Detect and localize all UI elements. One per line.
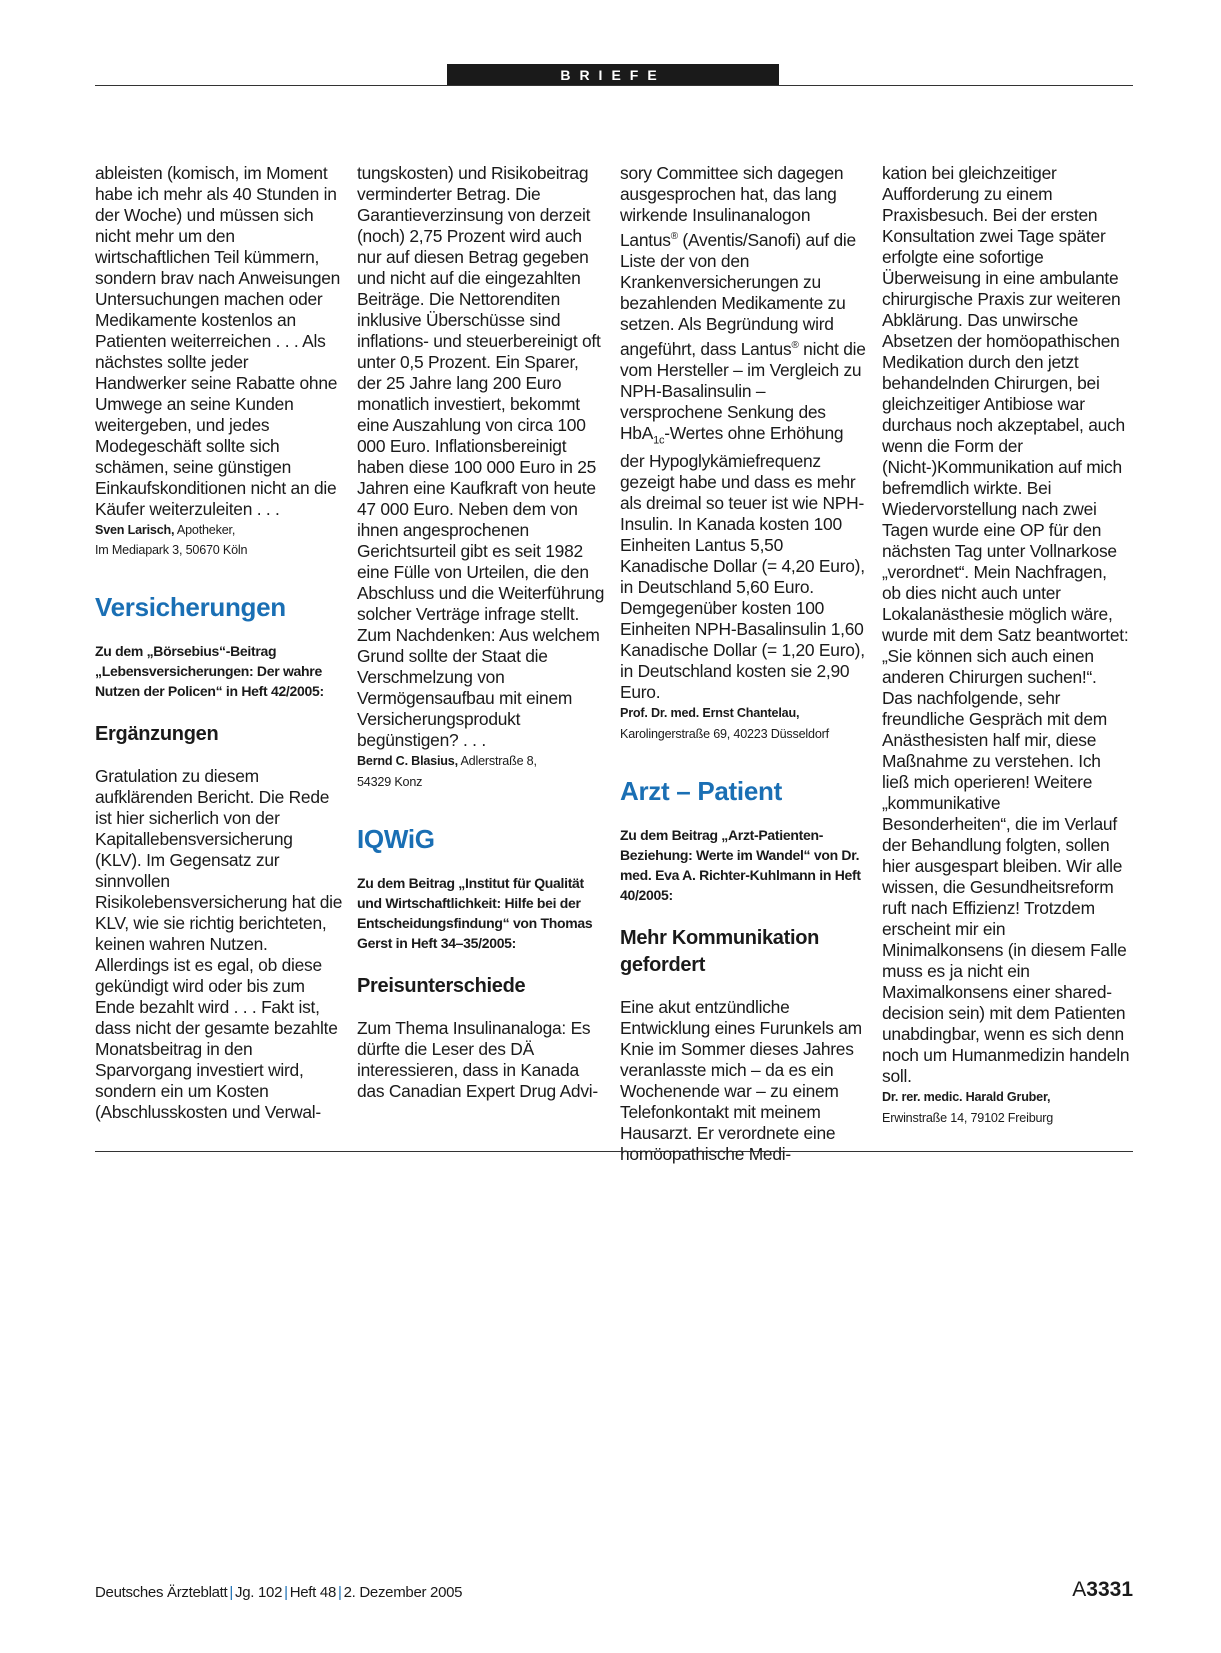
letter-text: Eine akut entzündliche Entwicklung eines Furunkels am Knie im Sommer dieses Jahres veranlasste mich – da es ein Wochenende war – zu einem Telefonkontakt mit meinem Hausarzt. Er verordnete eine homöopathische Medi-	[620, 997, 862, 1165]
registered-mark: ®	[791, 339, 799, 351]
column-1	[95, 163, 343, 1123]
bottom-rule	[95, 1151, 1133, 1152]
column-2	[357, 163, 605, 1102]
letter-reference: Zu dem „Börsebius“-Beitrag „Lebensversicherungen: Der wahre Nutzen der Policen“ in Heft 42/2005:	[95, 643, 324, 699]
page-number	[1072, 1578, 1133, 1602]
author-address: Erwinstraße 14, 79102 Freiburg	[882, 1111, 1054, 1125]
column-3	[620, 163, 868, 1165]
issue: Heft 48	[289, 1584, 336, 1601]
subscript: 1c	[653, 434, 665, 447]
author-name: Prof. Dr. med. Ernst Chantelau,	[620, 706, 800, 721]
separator: |	[229, 1584, 234, 1601]
author-name: Bernd C. Blasius,	[357, 754, 458, 768]
letter-text: Gratulation zu diesem aufklärenden Bericht. Die Rede ist hier sicherlich von der Kapitallebensversicherung (KLV). Im Gegensatz zur sinnvollen Risikolebensversicherung hat die KLV, wie sie richtig berichteten, keinen wahren Nutzen. Allerdings ist es egal, ob diese gekündigt wird oder bis zum Ende bezahlt wird . . . Fakt ist, dass nicht der gesamte bezahlte Monatsbeitrag in den Sparvorgang investiert wird, sondern ein um Kosten (Abschlusskosten und Verwal-	[95, 766, 343, 1122]
letter-reference: Zu dem Beitrag „Institut für Qualität und Wirtschaftlichkeit: Hilfe bei der Entscheidungsfindung“ von Thomas Gerst in Heft 34–35/2005:	[357, 875, 593, 951]
author-name: Dr. rer. medic. Harald Gruber,	[882, 1090, 1051, 1104]
section-title: Arzt – Patient	[620, 776, 782, 807]
top-rule	[95, 85, 1133, 86]
section-header: BRIEFE	[447, 64, 779, 86]
letter-text: sory Committee sich dagegen ausgesprochen hat, das lang wirkende Insulinanalogon Lantus® (Aventis/Sanofi) auf die Liste der von den Krankenversicherungen zu bezahlenden Medikamente zu setzen. Als Begründung wird angeführt, dass Lantus® nicht die vom Hersteller – im Vergleich zu NPH-Basalinsulin – versprochene Senkung des HbA$_{1c}$-Wertes ohne Erhöhung der Hypoglykämiefrequenz gezeigt habe und dass es mehr als dreimal so teuer ist wie NPH-Insulin. In Kanada kosten 100 Einheiten Lantus 5,50 Kanadische Dollar (= 4,20 Euro), in Deutschland 5,60 Euro. Demgegenüber kosten 100 Einheiten NPH-Basalinsulin 1,60 Kanadische Dollar (= 1,20 Euro), in Deutschland kosten sie 2,90 Euro.	[620, 163, 866, 703]
author-street: Adlerstraße 8,	[457, 754, 537, 768]
author-address: Im Mediapark 3, 50670 Köln	[95, 543, 248, 557]
page-prefix: A	[1072, 1578, 1087, 1601]
letter-text: Zum Thema Insulinanaloga: Es dürfte die Leser des DÄ interessieren, dass in Kanada das Canadian Expert Drug Advi-	[357, 1018, 598, 1101]
letter-signature	[357, 751, 605, 772]
section-title: Versicherungen	[95, 592, 286, 622]
letter-title: Preisunterschiede	[357, 975, 526, 997]
author-address: 54329 Konz	[357, 775, 423, 789]
author-name: Sven Larisch,	[95, 523, 175, 537]
separator: |	[338, 1584, 342, 1601]
issue-date: 2. Dezember 2005	[343, 1584, 463, 1601]
journal-name: Deutsches Ärzteblatt	[95, 1584, 228, 1601]
page-number-value: 3331	[1086, 1578, 1133, 1601]
author-address: Karolingerstraße 69, 40223 Düsseldorf	[620, 727, 829, 742]
letter-title: Mehr Kommunikation gefordert	[620, 927, 820, 977]
letter-title: Ergänzungen	[95, 723, 219, 745]
registered-mark: ®	[670, 231, 678, 242]
letter-text: tungskosten) und Risikobeitrag verminderter Betrag. Die Garantieverzinsung von derzeit (noch) 2,75 Prozent wird auch nur auf diesen Betrag gegeben und nicht auf die eingezahlten Beiträge. Die Nettorenditen inklusive Überschüsse sind inflations- und steuerbereinigt oft unter 0,5 Prozent. Ein Sparer, der 25 Jahre lang 200 Euro monatlich investiert, bekommt eine Auszahlung von circa 100 000 Euro. Inflationsbereinigt haben diese 100 000 Euro in 25 Jahren eine Kaufkraft von heute 47 000 Euro. Neben dem von ihnen angesprochenen Gerichtsurteil gibt es seit 1982 eine Fülle von Urteilen, die den Abschluss und die Weiterführung solcher Verträge infrage stellt. Zum Nachdenken: Aus welchem Grund sollte der Staat die Verschmelzung von Vermögensaufbau mit einem Versicherungsprodukt begünstigen? . . .	[357, 163, 605, 750]
letter-text: ableisten (komisch, im Moment habe ich mehr als 40 Stunden in der Woche) und müssen sich nicht mehr um den wirtschaftlichen Teil kümmern, sondern brav nach Anweisungen Untersuchungen machen oder Medikamente kostenlos an Patienten weiterreichen . . . Als nächstes sollte jeder Handwerker seine Rabatte ohne Umwege an seine Kunden weitergeben, und jedes Modegeschäft sollte sich schämen, seine günstigen Einkaufskonditionen nicht an die Käufer weiterzuleiten . . .	[95, 163, 341, 519]
column-4	[882, 163, 1130, 1129]
letter-reference: Zu dem Beitrag „Arzt-Patienten-Beziehung: Werte im Wandel“ von Dr. med. Eva A. Richter-Kuhlmann in Heft 40/2005:	[620, 827, 861, 904]
footer-citation	[95, 1584, 462, 1601]
author-role: Apotheker,	[174, 523, 236, 537]
section-title: IQWiG	[357, 824, 435, 854]
letter-text: kation bei gleichzeitiger Aufforderung zu einem Praxisbesuch. Bei der ersten Konsultation zwei Tage später erfolgte eine sofortige Überweisung in eine ambulante chirurgische Praxis zur weiteren Abklärung. Das unwirsche Absetzen der homöopathischen Medikation durch den jetzt behandelnden Chirurgen, bei gleichzeitiger Antibiose war durchaus noch akzeptabel, auch wenn die Form der (Nicht-)Kommunikation auf mich befremdlich wirkte. Bei Wiedervorstellung nach zwei Tagen wurde eine OP für den nächsten Tag unter Vollnarkose „verordnet“. Mein Nachfragen, ob dies nicht auch unter Lokalanästhesie möglich wäre, wurde mit dem Satz beantwortet: „Sie können sich auch einen anderen Chirurgen suchen!“. Das nachfolgende, sehr freundliche Gespräch mit dem Anästhesisten half mir, diese Maßnahme zu verstehen. Ich ließ mich operieren! Weitere „kommunikative Besonderheiten“, die im Verlauf der Behandlung folgten, sollen hier ausgespart bleiben. Wir alle wissen, die Gesundheitsreform ruft nach Effizienz! Trotzdem erscheint mir ein Minimalkonsens (in diesem Falle muss es ja nicht ein Maximalkonsens einer shared-decision sein) mit dem Patienten unabdingbar, wenn es sich denn noch um Humanmedizin handeln soll.	[882, 163, 1130, 1086]
letter-signature	[95, 520, 343, 541]
separator: |	[284, 1584, 288, 1601]
volume: Jg. 102	[235, 1584, 283, 1601]
